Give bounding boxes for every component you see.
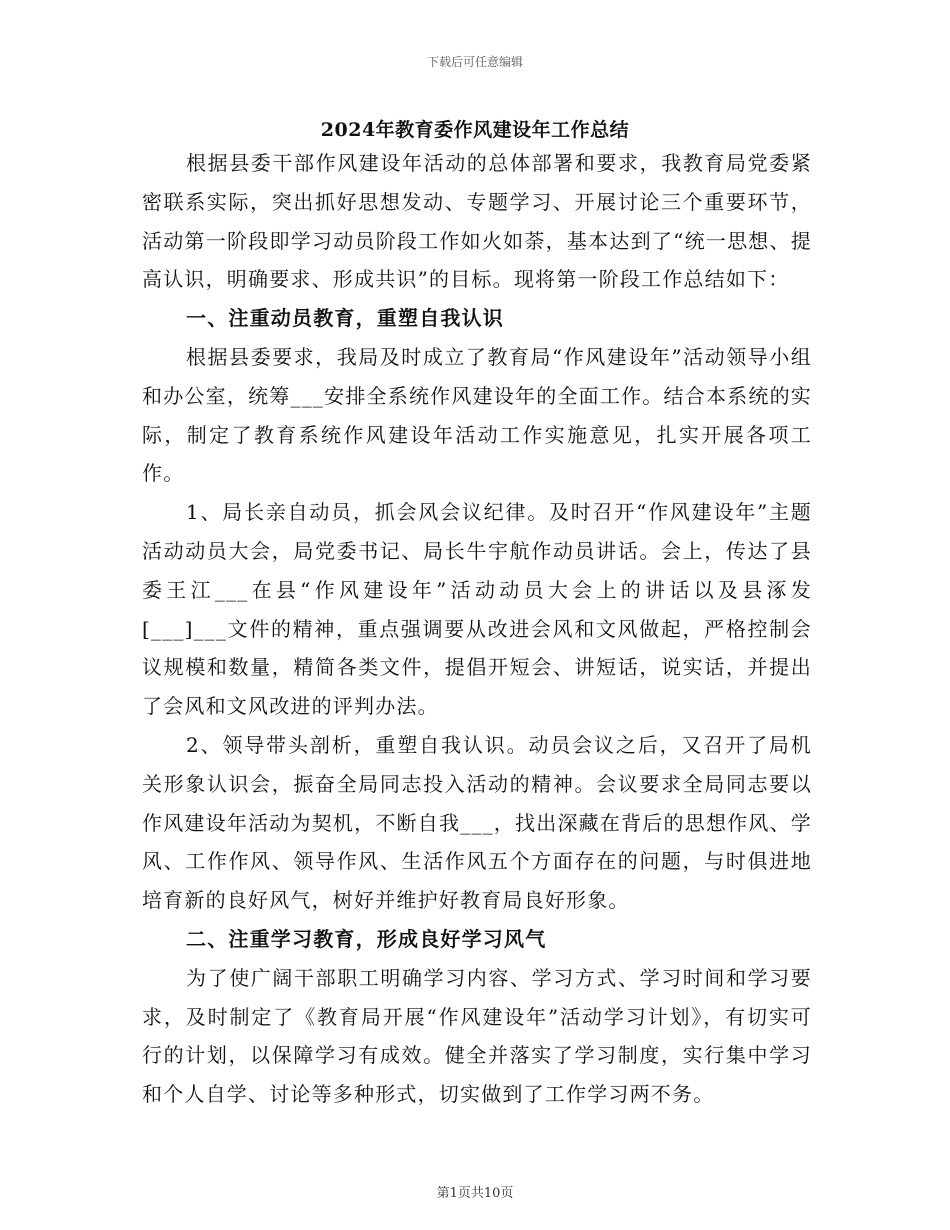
document-title: 2024年教育委作风建设年工作总结 <box>320 119 630 141</box>
paragraph-intro: 根据县委干部作风建设年活动的总体部署和要求，我教育局党委紧密联系实际，突出抓好思想发动、专题学习、开展讨论三个重要环节，活动第一阶段即学习动员阶段工作如火如荼，基本达到了“统一思想、提高认识，明确要求、形成共识”的目标。现将第一阶段工作总结如下： <box>142 151 812 292</box>
section-heading-2: 二、注重学习教育，形成良好学习风气 <box>186 926 547 951</box>
page-footer: 第1页共10页 <box>436 1186 514 1201</box>
paragraph: 1、局长亲自动员，抓会风会议纪律。及时召开“作风建设年”主题活动动员大会，局党委书记、局长牛宇航作动员讲话。会上，传达了县委王江___在县“作风建设年”活动动员大会上的讲话以及县涿发[___]___文件的精神，重点强调要从改进会风和文风做起，严格控制会议规模和数量，精简各类文件，提倡开短会、讲短话，说实话，并提出了会风和文风改进的评判办法。 <box>142 500 812 719</box>
paragraph: 2、领导带头剖析，重塑自我认识。动员会议之后，又召开了局机关形象认识会，振奋全局同志投入活动的精神。会议要求全局同志要以作风建设年活动为契机，不断自我___，找出深藏在背后的思想作风、学风、工作作风、领导作风、生活作风五个方面存在的问题，与时俱进地培育新的良好风气，树好并维护好教育局良好形象。 <box>142 732 812 913</box>
document-body <box>142 144 812 1114</box>
page-header: 下载后可任意编辑 <box>426 55 523 69</box>
section-heading-1: 一、注重动员教育，重塑自我认识 <box>186 306 504 331</box>
paragraph: 根据县委要求，我局及时成立了教育局“作风建设年”活动领导小组和办公室，统筹___安排全系统作风建设年的全面工作。结合本系统的实际，制定了教育系统作风建设年活动工作实施意见，扎实开展各项工作。 <box>142 344 812 486</box>
paragraph: 为了使广阔干部职工明确学习内容、学习方式、学习时间和学习要求，及时制定了《教育局开展“作风建设年”活动学习计划》，有切实可行的计划，以保障学习有成效。健全并落实了学习制度，实行集中学习和个人自学、讨论等多种形式，切实做到了工作学习两不务。 <box>142 965 812 1107</box>
